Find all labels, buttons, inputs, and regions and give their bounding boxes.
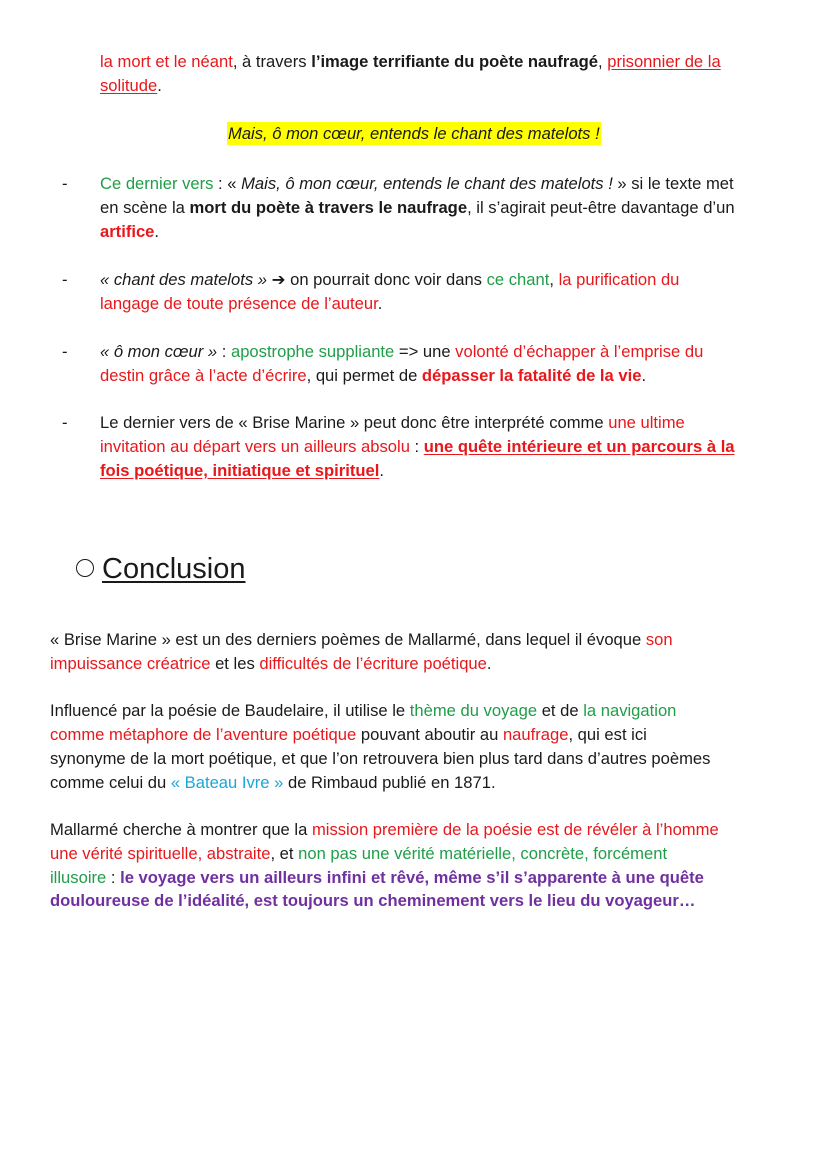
p2-line-2 [50, 725, 647, 745]
text-red-underlined: solitude [100, 76, 158, 95]
p2-line-1 [50, 701, 676, 721]
text: . [157, 76, 162, 95]
text: , [597, 52, 608, 71]
text-red: difficultés de l’écriture poétique [259, 654, 487, 673]
bullet-3-line-1 [100, 342, 703, 362]
text-green: ce chant [486, 270, 550, 289]
arrow-right-icon: ➔ [271, 270, 286, 289]
text: Mallarmé cherche à montrer que la [50, 820, 312, 839]
text: . [641, 366, 647, 385]
bullet-dash: - [62, 174, 68, 193]
text-red: langage de toute présence de l’auteur [100, 294, 378, 313]
p3-line-1 [50, 820, 719, 840]
text: en scène la [100, 198, 190, 217]
text-red: destin grâce à l’acte d’écrire [100, 366, 307, 385]
text: Influencé par la poésie de Baudelaire, il utilise le [50, 701, 410, 720]
text-italic: Mais, ô mon cœur, entends le chant des matelots ! [241, 174, 613, 193]
text-red: la mort et le néant [100, 52, 233, 71]
text: . [154, 222, 160, 241]
text: . [377, 294, 383, 313]
text: « Brise Marine » est un des derniers poèmes de Mallarmé, dans lequel il évoque [50, 630, 646, 649]
text: : « [213, 174, 242, 193]
top-line-1 [100, 52, 721, 72]
bullet-2-line-1 [100, 270, 679, 290]
text: . [379, 461, 384, 480]
bullet-1-line-2 [100, 198, 735, 218]
bullet-4-line-3 [100, 461, 384, 481]
text-red: une vérité spirituelle, abstraite [50, 844, 271, 863]
text-green: thème du voyage [409, 701, 538, 720]
text: et les [210, 654, 260, 673]
text: , et [270, 844, 299, 863]
text-red-underlined: prisonnier de la [607, 52, 721, 71]
text-green: apostrophe suppliante [230, 342, 395, 361]
p3-line-3 [50, 868, 704, 888]
text-italic: « ô mon cœur » [100, 342, 218, 361]
bullet-dash: - [62, 413, 68, 432]
text-bold: mort du poète à travers le naufrage [189, 198, 468, 217]
bullet-4-line-1 [100, 413, 685, 433]
text-red: comme métaphore de l’aventure poétique [50, 725, 357, 744]
text-red: impuissance créatrice [50, 654, 211, 673]
bullet-dash: - [62, 342, 68, 361]
text-red-bold: dépasser la fatalité de la vie [421, 366, 642, 385]
text: » si le texte met [612, 174, 734, 193]
conclusion-heading [76, 551, 245, 587]
text: : [409, 437, 424, 456]
p2-line-3 [50, 749, 710, 769]
text: de Rimbaud publié en 1871. [283, 773, 496, 792]
text-red: naufrage [502, 725, 569, 744]
text-bold: l’image terrifiante du poète naufragé [311, 52, 598, 71]
text-red: son [645, 630, 673, 649]
text-green: la navigation [583, 701, 677, 720]
text: . [486, 654, 492, 673]
text: , qui permet de [306, 366, 422, 385]
text-italic: « chant des matelots » [100, 270, 267, 289]
p3-line-2 [50, 844, 667, 864]
text: , [549, 270, 559, 289]
circle-bullet-icon [76, 559, 94, 577]
text-purple-bold: douloureuse de l’idéalité, est toujours un cheminement vers le lieu du voyageur… [50, 891, 696, 910]
text-red-bold-underlined: fois poétique, initiatique et spirituel [100, 461, 380, 480]
text: et de [537, 701, 584, 720]
text: Le dernier vers de « Brise Marine » peut donc être interprété comme [100, 413, 609, 432]
text: , qui est ici [568, 725, 647, 744]
bullet-3-line-2 [100, 366, 646, 386]
quote-highlight: Mais, ô mon cœur, entends le chant des matelots ! [228, 124, 600, 143]
text-purple-bold: le voyage vers un ailleurs infini et rêvé, même s’il s’apparente à une quête [120, 868, 704, 887]
text: , il s’agirait peut-être davantage d’un [467, 198, 735, 217]
text: : [217, 342, 231, 361]
text: pouvant aboutir au [356, 725, 503, 744]
text: on pourrait donc voir dans [285, 270, 487, 289]
text: comme celui du [50, 773, 171, 792]
section-title: Conclusion [102, 553, 246, 585]
text: , à travers [232, 52, 312, 71]
p3-line-4 [50, 891, 695, 911]
text-red-bold: artifice [100, 222, 155, 241]
bullet-4-line-2 [100, 437, 735, 457]
text-blue: « Bateau Ivre » [170, 773, 284, 792]
text-red: une ultime [608, 413, 685, 432]
p1-line-1 [50, 630, 673, 650]
text-red-bold-underlined: une quête intérieure et un parcours à la [423, 437, 735, 456]
bullet-dash: - [62, 270, 68, 289]
p2-line-4 [50, 773, 496, 793]
text-red: la purification du [558, 270, 680, 289]
text-green: Ce dernier vers [100, 174, 214, 193]
text: : [106, 868, 121, 887]
bullet-2-line-2 [100, 294, 382, 314]
bullet-1-line-1 [100, 174, 734, 194]
text-green: non pas une vérité matérielle, concrète, forcément [298, 844, 668, 863]
text-red: volonté d’échapper à l’emprise du [455, 342, 704, 361]
bullet-1-line-3 [100, 222, 159, 242]
text-red: invitation au départ vers un ailleurs absolu [100, 437, 410, 456]
p1-line-2 [50, 654, 492, 674]
highlighted-quote [227, 124, 601, 144]
text: synonyme de la mort poétique, et que l’on retrouvera bien plus tard dans d’autres poèmes [50, 749, 711, 768]
text-green: illusoire [50, 868, 107, 887]
text: => une [394, 342, 456, 361]
text-red: mission première de la poésie est de révéler à l’homme [311, 820, 719, 839]
top-line-2 [100, 76, 162, 96]
